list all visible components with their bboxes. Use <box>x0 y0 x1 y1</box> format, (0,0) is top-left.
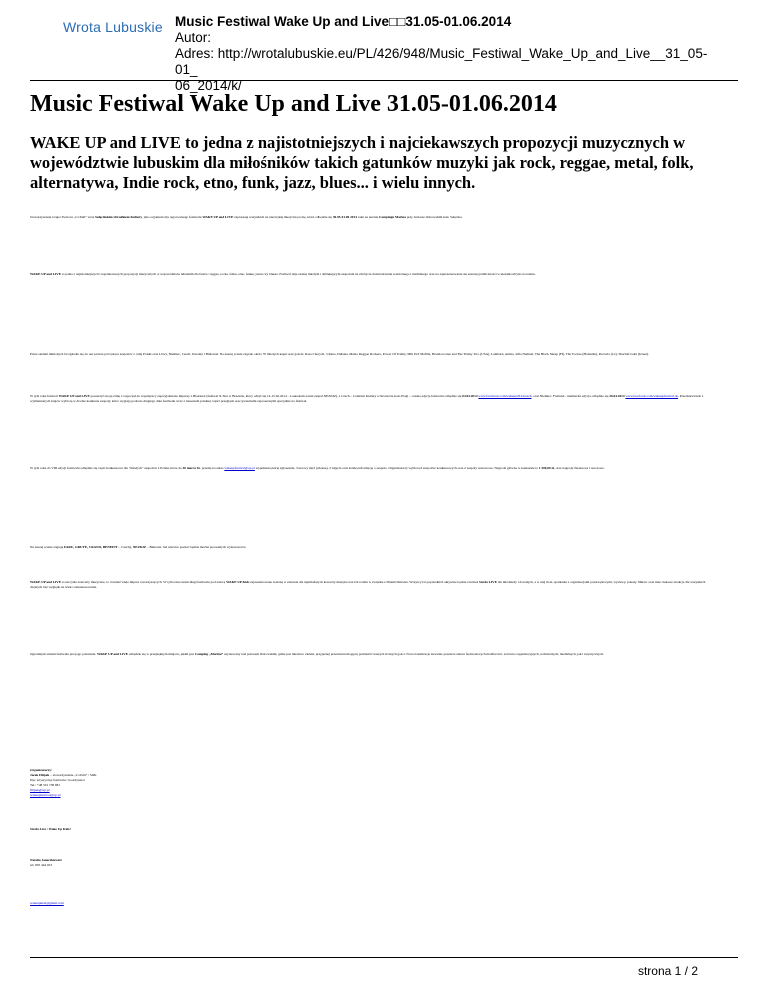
paragraph-about: WAKE UP and LIVE to jedna z najistotniejszych i najciekawszych propozycji muzycznych w województwie lubuskim dla fanów: reggae, rocka, folku, etno, funku, jazzu czy bluesa. Festiwal daje szansę młodym i debiutującym zespołom na zdobycie doświadczenia scenicznego i medialnego oraz na zaprezentowanie się szerszej publiczności w niesamowitym otoczeniu. <box>30 272 536 276</box>
organizer-role: Dyr. artystyczny festiwalu / koordynator <box>30 778 85 782</box>
paragraph-events: WAKE UP and LIVE to nie tylko koncerty muzyczne, to również wiele imprez towarzyszących. W tym roku razem długi festiwalu pod nazwą WAKE UP Kids zaprezentowane zostaną w zakresie dla najmłodszych koncerty muzyki oraz ich rodzin w związku z Dniem Dziecka. Wszyscy lat poprzednich aktywnie będzie również Strefa LIVE dla młodzieży i dorosłych, a w niej m.in. spotkania z organizacjami pozarządowymi, wystawy, pokazy filmów oraz inne ciekawe atrakcje dla wszystkich chętnych bez względu na wiek i zainteresowania. <box>30 580 706 589</box>
footer-divider <box>30 957 738 958</box>
wrota-lubuskie-logo[interactable]: Wrota Lubuskie <box>63 19 163 35</box>
paragraph-location: Ogromnym atutem festiwalu jest jego położenie. WAKE UP and LIVE odbędzie się w przepięknym miejscu, jakim jest Camping „Marina” usytuowany nad jeziorem Ostrowskim, gdzie jest mnóstwo zieleni, przyjaznej przestrzeni mogącej pomieścić naszych licznych gości. Nowa lokalizacja znacznie poszerza zakres festiwalowych możliwości, zarówno organizacyjnych, technicznych, medialnych, jak i turystycznych. <box>30 652 605 656</box>
contact-email-block <box>30 901 330 906</box>
kids-heading: Strefa Live / Wake Up Kids! <box>30 827 71 831</box>
contact-block <box>30 858 330 868</box>
paragraph-history: Przez siedem minionych lat zgłosiło się do nas prawie pół tysiąca zespołów z całej Polski oraz Litwy, Niemiec, Czech, Ukrainy i Białorusi. Na naszej scenie zagrało około 70 młodych kapel oraz goście: Kasa Chorych, 3 Rano, Dubska, Maleo Reggae Rockers, Power Of Trinity, Mili PaT Mafilla, Brandon Glee and The Trinky Two (USA), Lombard, Armia, Jafia Namuel, The Black Sheep (FI), The Toobes (Holandia), Pectoria (Cz), Shachaf-Gabi (Izrael). <box>30 352 649 356</box>
organizers-heading: Organizatorzy: <box>30 768 53 772</box>
header-author: Autor: <box>175 30 212 45</box>
contact-email-link[interactable]: wakeupkids@gmail.com <box>30 901 64 905</box>
contact-name: Natalia Janeczkiewicz <box>30 858 62 862</box>
organizer-phone: Tel.: +48 501 738 981 <box>30 783 61 787</box>
header-address-line1: Adres: http://wrotalubuskie.eu/PL/426/948/Music_Festiwal_Wake_Up_and_Live__31_05-01_ <box>175 46 708 77</box>
article-lead: WAKE UP and LIVE to jedna z najistotniejszych i najciekawszych propozycji muzycznych w województwie lubuskim dla miłośników takich gatunków muzyki jak rock, reggae, metal, folk, alternatywa, Indie rock, etno, funk, jazz, blues... i wielu innych. <box>30 133 694 192</box>
link-facebook-de[interactable]: www.facebook.com/wakeupfestival.de <box>625 394 679 398</box>
article-title: Music Festiwal Wake Up and Live 31.05-01.06.2014 <box>30 91 557 117</box>
paragraph-competition: W tym roku do VIII edycji festiwalu odbędzie się część konkursowa dla "młodych" zespołów z Polski, które do 30 marca br. prześlą na adres wakeupfestival@op.pl wypełnioną kartę zgłoszenia, 3 utwory mp3 (własne), 2 zdjęcia oraz krótką informację o zespole. Organizatorzy wybiorą 6 zespołów konkursowych oraz 2 zespoły rezerwowe. Nagroda główna w konkursie to 1 500,00 zł, oraz nagrody finansowe i rzeczowe. <box>30 466 605 470</box>
link-email-festival[interactable]: wakeupfestival@op.pl <box>224 466 255 470</box>
organizer-email-link[interactable]: filipek@wp.pl <box>30 788 50 792</box>
header-divider <box>30 80 738 81</box>
page-number: strona 1 / 2 <box>637 964 698 978</box>
festival-email-link[interactable]: wakeupfestival@op.pl <box>30 793 61 797</box>
contact-phone: tel. 605 444 023 <box>30 863 53 867</box>
link-facebook-czech[interactable]: www.facebook.com/wakeup2014czech <box>478 394 532 398</box>
header-title: Music Festiwal Wake Up and Live□□31.05-01.06.2014 <box>175 14 512 29</box>
organizer-name: Jacek Filipek – stowarzyszenie „CoTam” / SOK <box>30 773 97 777</box>
organizers-block <box>30 768 330 798</box>
paragraph-intro: Stowarzyszenie Grupa Twórcza „CoTam” wraz Sulęcińskim Ośrodkiem Kultury, jako organizatorzy tegorocznego festiwalu WAKE UP and LIVE zapraszają wszystkich na niezwykłą muzyczną ucztę, która odbędzie się 30.05-01.06 2014 roku na terenie Campingu Marina przy Jeziorze Ostrowskim koło Sulęcina. <box>30 215 463 219</box>
header-meta <box>175 14 715 94</box>
paragraph-lineup: Na naszej scenie zagrają FARU, GRUTE, 3 RANO, BENEFIT – Czechy, NEZKIZ – Białoruś. Już wkrótce poznać będzie można pozostałych wykonawców. <box>30 545 247 549</box>
page-header <box>0 0 768 93</box>
paragraph-partners: W tym roku festiwal WAKE UP and LIVE poszerzył swoją ramę i rozpoczął do współpracy zaprzyjaźnione imprezy z Białorusi (festiwal X-Star w Brześciu, który odbył się 14-15.02.2014 – Laureatem został zespół NEZKIZ), z Czech – Centrum Kultury w Roznovie koło Pragi – czeska edycja festiwalu odbędzie się 04.04.2014 www.facebook.com/wakeup2014czech, oraz Niemiec. Freiland - niemiecka edycja odbędzie się 26.04.2014 www.facebook.com/wakeupfestival.de. Przedstawiciele z wymienionych krajów wybiorą w drodze konkursu zespoły, które wygrają podczas drugiego dnia festiwalu wraz z laureatem polskiej części przegląda oraz gwiazdami zaproszonymi specjalnie na festiwal. <box>30 394 704 403</box>
header-address-line2: 06_2014/k/ <box>175 78 242 93</box>
